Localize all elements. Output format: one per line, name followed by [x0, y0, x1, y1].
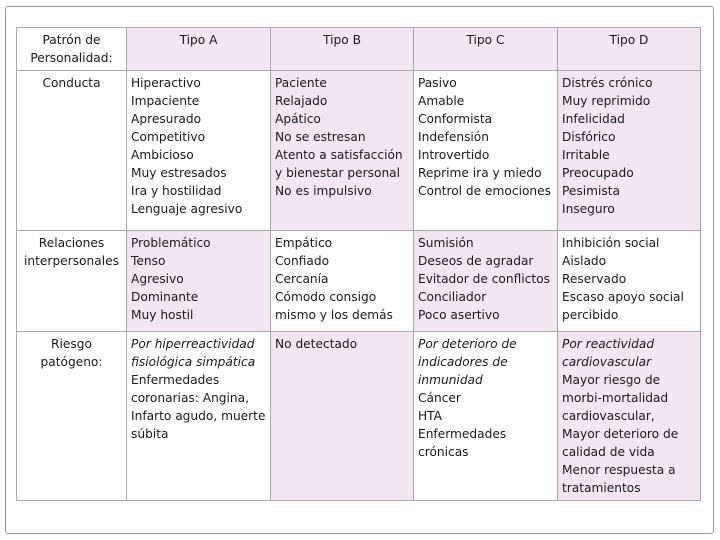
cell-line: Reprime ira y miedo — [418, 166, 542, 180]
cell-line: Inseguro — [562, 202, 615, 216]
cell-line: Tenso — [131, 254, 166, 268]
cell-line: Sumisión — [418, 236, 474, 250]
cell-line: Escaso apoyo social — [562, 290, 684, 304]
cell-line: Pasivo — [418, 76, 457, 90]
cell-riesgo-tipo-d — [558, 332, 701, 501]
row-riesgo — [17, 332, 701, 501]
column-header-tipo-c: Tipo C — [414, 28, 558, 71]
cell-line: Empático — [275, 236, 333, 250]
cell-line: Pesimista — [562, 184, 621, 198]
cell-riesgo-tipo-b — [271, 332, 414, 501]
cell-line: y bienestar personal — [275, 166, 401, 180]
cell-line: Apático — [275, 112, 321, 126]
cell-line: Dominante — [131, 290, 199, 304]
risk-line: Enfermedades coronarias: Angina, Infarto agudo, muerte súbita — [131, 373, 266, 441]
cell-line: Ambicioso — [131, 148, 194, 162]
risk-line: Mayor riesgo de morbi-mortalidad cardiovascular, Mayor deterioro de calidad de vida — [562, 373, 679, 459]
cell-relaciones-tipo-c — [414, 231, 558, 332]
personality-patterns-table — [16, 27, 701, 501]
cell-line: percibido — [562, 308, 619, 322]
cell-line: Relajado — [275, 94, 328, 108]
risk-mechanism: Por reactividad cardiovascular — [562, 337, 655, 369]
header-row — [17, 28, 701, 71]
cell-riesgo-tipo-a — [127, 332, 271, 501]
cell-line: Hiperactivo — [131, 76, 201, 90]
cell-conducta-tipo-a — [127, 71, 271, 231]
column-header-tipo-b: Tipo B — [271, 28, 414, 71]
risk-line: Enfermedades crónicas — [418, 427, 507, 459]
cell-line: Muy estresados — [131, 166, 227, 180]
cell-line: Muy hostil — [131, 308, 194, 322]
cell-line: Indefensión — [418, 130, 489, 144]
cell-conducta-tipo-c — [414, 71, 558, 231]
cell-line: Apresurado — [131, 112, 202, 126]
cell-riesgo-tipo-c — [414, 332, 558, 501]
cell-line: Deseos de agradar — [418, 254, 534, 268]
cell-line: Lenguaje agresivo — [131, 202, 243, 216]
cell-line: Cómodo consigo — [275, 290, 377, 304]
cell-line: Poco asertivo — [418, 308, 500, 322]
corner-label: Patrón de Personalidad: — [17, 28, 127, 71]
row-label-riesgo: Riesgo patógeno: — [17, 332, 127, 501]
risk-line: Cáncer — [418, 391, 461, 405]
cell-line: Inhibición social — [562, 236, 660, 250]
risk-line: No detectado — [275, 337, 358, 351]
risk-line: Menor respuesta a tratamientos — [562, 463, 676, 495]
risk-mechanism: Por hiperreactividad fisiológica simpática — [131, 337, 256, 369]
cell-line: No se estresan — [275, 130, 366, 144]
cell-conducta-tipo-b — [271, 71, 414, 231]
cell-line: Introvertido — [418, 148, 490, 162]
cell-line: Infelicidad — [562, 112, 625, 126]
row-conducta — [17, 71, 701, 231]
cell-line: Aislado — [562, 254, 607, 268]
column-header-tipo-d: Tipo D — [558, 28, 701, 71]
cell-line: Ira y hostilidad — [131, 184, 222, 198]
cell-line: Agresivo — [131, 272, 184, 286]
cell-line: Reservado — [562, 272, 627, 286]
risk-line: HTA — [418, 409, 442, 423]
cell-line: Preocupado — [562, 166, 634, 180]
cell-line: Control de emociones — [418, 184, 551, 198]
cell-line: Problemático — [131, 236, 211, 250]
risk-mechanism: Por deterioro de indicadores de inmunidad — [418, 337, 517, 387]
column-header-tipo-a: Tipo A — [127, 28, 271, 71]
cell-line: Cercanía — [275, 272, 329, 286]
cell-line: Paciente — [275, 76, 327, 90]
cell-line: Atento a satisfacción — [275, 148, 403, 162]
cell-line: Irritable — [562, 148, 610, 162]
cell-line: Distrés crónico — [562, 76, 653, 90]
cell-line: mismo y los demás — [275, 308, 393, 322]
cell-relaciones-tipo-b — [271, 231, 414, 332]
cell-line: Muy reprimido — [562, 94, 651, 108]
cell-relaciones-tipo-a — [127, 231, 271, 332]
cell-line: Conciliador — [418, 290, 487, 304]
row-label-relaciones: Relaciones interpersonales — [17, 231, 127, 332]
row-relaciones — [17, 231, 701, 332]
cell-line: Confiado — [275, 254, 330, 268]
cell-conducta-tipo-d — [558, 71, 701, 231]
cell-line: Evitador de conflictos — [418, 272, 550, 286]
row-label-conducta: Conducta — [17, 71, 127, 231]
cell-line: Competitivo — [131, 130, 206, 144]
cell-relaciones-tipo-d — [558, 231, 701, 332]
cell-line: No es impulsivo — [275, 184, 372, 198]
cell-line: Impaciente — [131, 94, 200, 108]
cell-line: Conformista — [418, 112, 493, 126]
cell-line: Amable — [418, 94, 465, 108]
cell-line: Disfórico — [562, 130, 616, 144]
